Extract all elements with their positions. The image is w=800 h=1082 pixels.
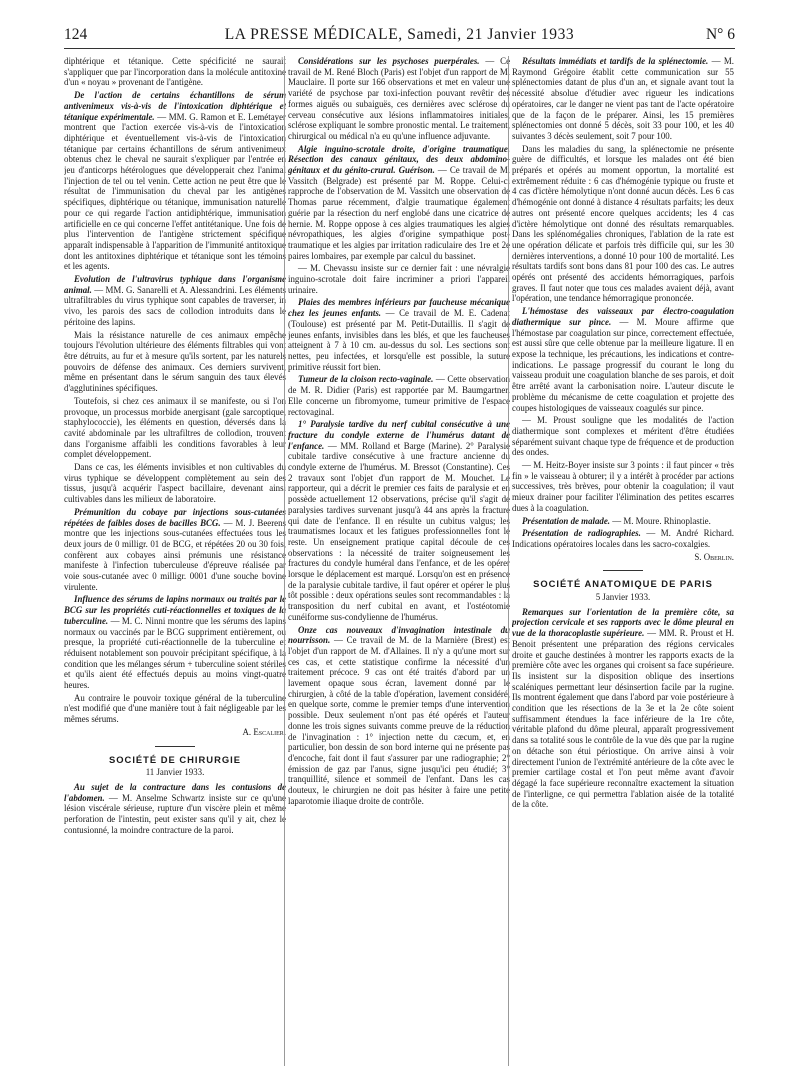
article-title: Présentation de malade. (522, 515, 611, 526)
article-paragraph (64, 274, 286, 328)
article-title: Résultats immédiats et tardifs de la splénectomie. (522, 56, 709, 66)
article-paragraph (288, 56, 510, 142)
article-paragraph (512, 528, 734, 549)
article-text: — MM. Rolland et Barge (Marine). 2° Paralysie cubitale tardive consécutive à une fracture ancienne du condyle externe de l'humérus. M. Bressot (Constantine). Ces 2 travaux sont l'objet d'un rapport de M. Mouchet. Le rapporteur, qui a décrit le premier ces faits de paralysie et en possède actuellement 12 observations, précise qu'il s'agit de paralysies tardives survenant jusqu'à 44 ans après la fracture qui date de l'enfance. Il en résulte un cubitus valgus; les traumatismes locaux et les fatigues professionnelles font le reste. Un enseignement pratique capital découle de ces observations : la nécessité de traiter soigneusement les fractures du condyle huméral dans l'enfance, et de les opérer lorsque le déplacement est marqué. Lorsqu'on est en présence de la paralysie cubitale tardive, il faut opérer et opérer le plus tôt possible : deux opérations seules sont recommandables : la transposition du nerf cubital en avant, et l'ostéotomie cunéiforme sus-condylienne de l'humérus. (288, 440, 510, 622)
article-paragraph (512, 516, 734, 527)
article-title: 1° Paralysie tardive du nerf cubital consécutive à une fracture du condyle externe de l'humérus datant de l'enfance. (288, 419, 510, 451)
society-heading: SOCIÉTÉ DE CHIRURGIE (109, 753, 241, 765)
article-paragraph (64, 330, 286, 394)
section-separator (155, 746, 195, 747)
article-title: Remarques sur l'orientation de la première côte, sa projection cervicale et ses rapports avec le dôme pleural en vue de la thoracoplastie supérieure. (512, 606, 734, 639)
article-paragraph (512, 144, 734, 305)
column-divider (284, 56, 285, 1066)
article-paragraph (512, 607, 734, 810)
article-text: — M. Anselme Schwartz insiste sur ce qu'une lésion viscérale sérieuse, rupture d'un viscère plein et même perforation de l'intestin, peut exister sans qu'il y ait, chez le contusionné, la moindre contracture de la paroi. (64, 792, 286, 835)
page-header (64, 26, 735, 48)
article-paragraph (512, 56, 734, 142)
article-paragraph (64, 507, 286, 593)
article-paragraph (288, 144, 510, 262)
article-title: Onze cas nouveaux d'invagination intestinale du nourrisson. (288, 624, 510, 646)
article-text: — M. Chevassu insiste sur ce dernier fait : une névralgie inguino-scrotale doit faire incriminer a priori l'appareil urinaire. (288, 263, 510, 295)
article-text: Dans ce cas, les éléments invisibles et non cultivables du virus typhique se développent complètement au sein des tissus, jusqu'à acquérir l'aspect bacillaire, devenant ainsi cultivables dans les milieux de laboratoire. (64, 462, 286, 505)
article-title: Présentation de radiographies. (522, 528, 641, 539)
article-text: — Ce travail de M. de la Marnière (Brest) est l'objet d'un rapport de M. d'Allaines. Il n'y a qu'une mort sur ces cas, et cette statistique confirme la nécessité d'un traitement précoce. 9 cas ont été traités d'abord par un lavement opaque sous écran, lavement donné par le chirurgien, à côté de la table d'opération, lavement considéré, en quelque sorte, comme le premier temps d'une intervention possible. Deux seulement n'ont pas été opérés et l'auteur donne les trois signes suivants comme preuve de la réduction de l'invagination : 1° injection nette du cæcum, et, en particulier, bon dessin de son bord interne qui ne présente pas d'encoche, fait dont il faut s'assurer par une radiographie; 2° émission de gaz par l'anus, signe jusqu'ici peu étudié; 3° tranquillité, silence et sommeil de l'enfant. Dans les cas douteux, le chirurgien ne doit pas hésiter à faire une petite laparotomie iliaque droite de contrôle. (288, 635, 510, 806)
column-1 (64, 56, 286, 1066)
article-title: Considérations sur les psychoses puerpérales. (298, 56, 480, 66)
article-paragraph (288, 419, 510, 622)
article-text: — M. C. Ninni montre que les sérums des lapins normaux ou vaccinés par le BCG suppriment entièrement, ou presque, la propriété cuti-réactionnelle de la tuberculine et réduisent notablement son pouvoir précipitant spécifique, à la condition que les mélanges sérum + tuberculine soient stériles et qu'ils aient été effectués depuis au moins vingt-quatre heures. (64, 615, 286, 691)
article-text: — M. Heitz-Boyer insiste sur 3 points : il faut pincer « très fin » le vaisseau à obturer; il y a intérêt à procéder par actions successives, très brèves, pour obtenir la coagulation; il vaut mieux drainer pour faciliter l'élimination des petites escarres dues à la coagulation. (512, 460, 734, 513)
article-title: Au sujet de la contracture dans les contusions de l'abdomen. (64, 782, 286, 803)
page-number: 124 (64, 26, 88, 43)
article-paragraph (64, 782, 286, 836)
article-paragraph (64, 462, 286, 505)
article-text: — M. André Richard. Indications opératoires locales dans les sacro-coxalgies. (512, 528, 734, 549)
article-paragraph (512, 415, 734, 458)
column-2 (288, 56, 510, 1066)
article-paragraph (288, 297, 510, 372)
article-text: — M. J. Beerens montre que les injections sous-cutanées effectuées tous les deux jours de 0 milligr. 01 de BCG, et répétées 20 ou 30 fois, confèrent aux cobayes ainsi prémunis une résistance manifeste à l'infection tuberculeuse d'épreuve réalisée par voie sous-cutanée avec 0 milligr. 0001 d'une souche bovine virulente. (64, 517, 286, 592)
article-text: — Ce travail de M. Vassitch (Belgrade) est présenté par M. Roppe. Celui-ci rapproche de l'observation de M. Vassitch une observation de Thomas parue récemment, d'algie traumatique également guérie par la résection du nerf englobé dans une cicatrice de hernie. M. Roppe oppose à ces algies traumatiques les algies névropathiques, les algies d'origine sympathique post-traumatique et les algies par irritation radiculaire des 1re et 2e paires lombaires, par exemple par calcul du bassinet. (288, 165, 510, 261)
column-3 (512, 56, 734, 1066)
article-paragraph (512, 306, 734, 413)
article-text: — M. Proust souligne que les modalités de l'action diathermique sont complexes et méritent d'être étudiées séparément suivant chaque type de fréquence et de production des ondes. (512, 415, 734, 458)
article-title: Prémunition du cobaye par injections sous-cutanées répétées de faibles doses de bacilles BCG. (64, 506, 286, 528)
session-date: 5 Janvier 1933. (595, 592, 651, 603)
article-text: — M. Raymond Grégoire établit cette communication sur 55 splénectomies datant de plus d'un an, et signale avant tout la nécessité absolue d'étudier avec rigueur les indications opératoires, car le danger ne vient pas tant de l'acte opératoire que de la façon de le préparer. Ainsi, les 15 premières splénectomies ont donné 5 décès, soit 33 pour 100, et les 40 suivantes 3 décès seulement, soit 7 pour 100. (512, 56, 734, 141)
article-paragraph (64, 693, 286, 725)
article-paragraph (288, 374, 510, 417)
article-title: Plaies des membres inférieurs par faucheuse mécanique chez les jeunes enfants. (288, 297, 510, 319)
article-text: — MM. G. Sanarelli et A. Alessandrini. Les éléments ultrafiltrables du virus typhique sont capables de traverser, in vivo, les parois des sacs de collodion introduits dans le péritoine des lapins. (64, 284, 286, 327)
section-separator (603, 570, 643, 571)
article-text: — MM. G. Ramon et E. Lemétayer montrent que l'action exercée vis-à-vis de l'intoxication diphtérique et éventuellement vis-à-vis de l'intoxication tétanique par certains échantillons de sérum antivenimeux obtenus chez le cheval ne saurait s'expliquer par l'entrée en jeu d'anticorps hétérologues que développerait chez l'animal l'injection de tel ou tel venin. Cette action ne peut être que le résultat de l'immunisation du cheval par les antigènes spécifiques, diphtérique ou tétanique, immunisation naturelle pour ce qui regarde l'action antidiphtérique, immunisation artificielle en ce qui concerne l'effet antitétanique. Une fois de plus l'intervention de l'antigène strictement spécifique apparaît indispensable à l'apparition de l'immunité antitoxique dont les antitoxines diphtérique et tétanique sont les témoins et les agents. (64, 111, 286, 272)
session-date: 11 Janvier 1933. (145, 767, 205, 778)
article-paragraph (288, 625, 510, 807)
article-text: — Ce travail de M. René Bloch (Paris) est l'objet d'un rapport de M. Mauclaire. Il porte sur 166 observations et met en valeur une variété de psychose par toxi-infection pouvant revêtir des formes aiguës ou subaiguës, ces dernières avec sclérose du cerveau consécutive aux lésions inflammatoires initiales, sclérose expliquant le sombre pronostic mental. Le traitement, chirurgical ou médical n'a eu qu'une influence adjuvante. (288, 56, 510, 141)
article-text: Dans les maladies du sang, la splénectomie ne présente guère de difficultés, et lorsque les malades ont été bien préparés et opérés au moment opportun, la mortalité est extrêmement réduite : 6 cas d'hémogénie typique ou fruste et 4 cas d'ictère hémolytique n'ont donné aucun décès. Les 6 cas d'hémogénie ont donné à distance 4 résultats parfaits; les deux autres ont présenté encore quelques accidents; les 4 cas d'ictère hémolytique ont donné des résultats remarquables. Dans les splénomégalies chroniques, l'ablation de la rate est une opération délicate et parfois très difficile qui, sur les 30 dernières interventions, a donné 10 pour 100 de mortalité. Les résultats tardifs sont bons dans 81 pour 100 des cas. Le autres opérés ont présenté des accidents hémorragiques, parfois graves. Il faut noter que tous ces malades avaient déjà, avant l'opération, une tendance hémorragique prononcée. (512, 143, 734, 304)
article-title: L'hémostase des vaisseaux par électro-coagulation diathermique sur pince. (512, 306, 734, 327)
article-text: Au contraire le pouvoir toxique général de la tuberculine n'est modifié que d'une manière tout à fait négligeable par les mêmes sérums. (64, 692, 286, 725)
article-title: Evolution de l'ultravirus typhique dans l'organisme animal. (64, 274, 286, 295)
article-paragraph (64, 396, 286, 460)
article-text: — M. Moure affirme que l'hémostase par coagulation sur pince, correctement effectuée, est aussi sûre que celle obtenue par la meilleure ligature. Il en expose la technique, les précautions, les indications et contre-indications. Le passage progressif du courant le long du vaisseau produit une coagulation blanche de ses parois, et doit être arrêté avant la carbonisation noire. L'auteur discute le problème du mécanisme de cette coagulation et projette des coupes histologiques de vaisseaux coagulés sur pince. (512, 316, 734, 413)
article-text: — Ce travail de M. E. Cadenat (Toulouse) est présenté par M. Petit-Dutaillis. Il s'agit de jeunes enfants, invisibles dans les blés, et que les faucheuses atteignent à 7 à 10 cm. au-dessus du sol. Les sections sont nettes, peu infectées, et lorsqu'elle est possible, la suture primitive réussit fort bien. (288, 308, 510, 372)
society-heading: SOCIÉTÉ ANATOMIQUE DE PARIS (533, 578, 713, 590)
article-paragraph (288, 263, 510, 295)
article-text: — MM. R. Proust et H. Benoit présentent une préparation des régions cervicales droite et gauche destinées à montrer les rapports exacts de la première côte avec les organes qui croisent sa face supérieure. Ils insistent sur la disposition oblique des insertions scaléniques permettant leur désinsertion facile par la rugine. Ils montrent également que dans l'abord par voie postérieure à condition que les résections de la 3e et la 2e côte soient suffisamment étendues la face inférieure de la 1re côte, véritable plafond du dôme pleural, apparaît progressivement dans sa totalité sous le contrôle de la vue dès que par la rugine on détache son étui périostique. On arrive ainsi à voir directement l'union de l'extrémité antérieure de la côte avec le premier cartilage costal et l'on peut même avant d'avoir dégagé la face supérieure reconnaître exactement la situation de l'interligne, ce qui permettra l'ablation aisée de la totalité de la côte. (512, 628, 734, 810)
author-signature: S. Oberlin. (694, 551, 734, 562)
article-text: Mais la résistance naturelle de ces animaux empêche toujours l'évolution ultérieure des éléments filtrables qui vont être détruits, au fur et à mesure qu'ils sortent, par les naturels pouvoirs de défense des animaux. Ces derniers survivent, même en présentant dans le sérum sanguin des taux élevés d'agglutinines spécifiques. (64, 329, 286, 394)
article-text: Toutefois, si chez ces animaux il se manifeste, ou si l'on provoque, un processus morbide anergisant (gale sarcoptique, staphylococcie), les éléments en question, déversés dans la cavité abdominale par les ultrafiltres de collodion, trouvent dans l'organisme affaibli les conditions favorables à leur complet développement. (64, 395, 286, 460)
article-text: diphtérique et tétanique. Cette spécificité ne saurait s'appliquer que par l'incorporation dans la molécule antitoxine d'un « noyau » provenant de l'antigène. (64, 56, 286, 88)
article-paragraph (512, 460, 734, 514)
article-paragraph (64, 90, 286, 272)
column-divider (508, 56, 509, 1066)
article-title: Influence des sérums de lapins normaux ou traités par le BCG sur les propriétés cuti-réactionnelles et toxiques de la tuberculine. (64, 594, 286, 626)
article-title: Algie inguino-scrotale droite, d'origine traumatique. Résection des canaux génitaux, des deux abdomino-génitaux et du génito-crural. Guérison. (288, 143, 510, 176)
article-title: De l'action de certains échantillons de sérum antivenimeux vis-à-vis de l'intoxication diphtérique et tétanique expérimentale. (64, 90, 286, 122)
article-text: — M. Moure. Rhinoplastie. (610, 515, 711, 526)
article-title: Tumeur de la cloison recto-vaginale. (298, 374, 434, 385)
article-text: — Cette observation de M. R. Didier (Paris) est rapportée par M. Baumgartner. Elle concerne un fibromyome, tumeur primitive de l'espace rectovaginal. (288, 374, 510, 417)
author-signature: A. Escalier. (242, 726, 286, 737)
issue-number: N° 6 (705, 26, 735, 43)
header-rule (64, 48, 735, 49)
article-paragraph (64, 594, 286, 690)
article-paragraph (64, 56, 286, 88)
journal-title: LA PRESSE MÉDICALE, Samedi, 21 Janvier 1933 (224, 26, 575, 43)
